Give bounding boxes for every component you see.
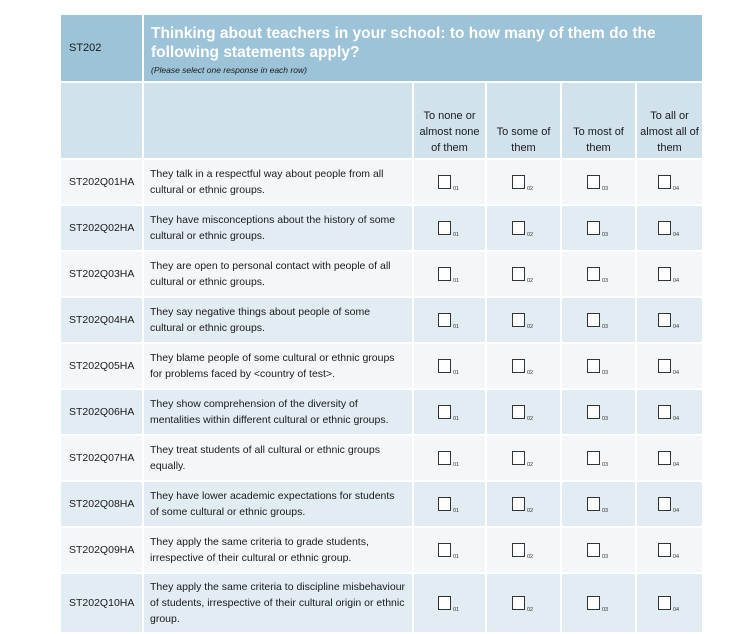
response-checkbox[interactable] [587, 175, 609, 192]
response-checkbox[interactable] [512, 405, 534, 422]
response-code: 01 [453, 415, 460, 422]
item-code: ST202Q03HA [61, 252, 144, 298]
response-checkbox[interactable] [438, 221, 460, 238]
response-cell-none [414, 528, 487, 574]
response-cell-all [637, 160, 702, 206]
response-code: 03 [602, 553, 609, 560]
response-cell-most [562, 298, 637, 344]
response-code: 04 [673, 277, 680, 284]
response-checkbox[interactable] [512, 175, 534, 192]
question-code: ST202 [61, 15, 144, 83]
response-checkbox[interactable] [587, 267, 609, 284]
column-header-blank-statement [144, 83, 414, 160]
item-statement: They say negative things about people of some cultural or ethnic groups. [144, 298, 414, 344]
response-checkbox[interactable] [658, 451, 680, 468]
response-cell-most [562, 390, 637, 436]
response-cell-most [562, 206, 637, 252]
response-cell-some [487, 574, 562, 634]
item-code: ST202Q08HA [61, 482, 144, 528]
response-checkbox[interactable] [438, 405, 460, 422]
response-cell-all [637, 206, 702, 252]
response-checkbox[interactable] [438, 543, 460, 560]
response-cell-most [562, 436, 637, 482]
item-statement: They treat students of all cultural or ethnic groups equally. [144, 436, 414, 482]
response-cell-none [414, 482, 487, 528]
response-checkbox[interactable] [658, 359, 680, 376]
response-code: 01 [453, 507, 460, 514]
response-checkbox[interactable] [438, 359, 460, 376]
response-code: 03 [602, 507, 609, 514]
response-code: 02 [527, 507, 534, 514]
response-code: 02 [527, 553, 534, 560]
item-code: ST202Q02HA [61, 206, 144, 252]
response-code: 04 [673, 323, 680, 330]
item-code: ST202Q05HA [61, 344, 144, 390]
column-header-none [414, 83, 487, 160]
response-code: 04 [673, 231, 680, 238]
response-code: 04 [673, 461, 680, 468]
item-statement: They have lower academic expectations for students of some cultural or ethnic groups. [144, 482, 414, 528]
response-cell-none [414, 252, 487, 298]
response-checkbox[interactable] [438, 175, 460, 192]
response-code: 01 [453, 185, 460, 192]
response-code: 03 [602, 369, 609, 376]
response-checkbox[interactable] [512, 267, 534, 284]
column-header-blank-code [61, 83, 144, 160]
response-cell-all [637, 344, 702, 390]
item-code: ST202Q07HA [61, 436, 144, 482]
response-code: 04 [673, 415, 680, 422]
response-cell-most [562, 344, 637, 390]
response-checkbox[interactable] [512, 313, 534, 330]
response-code: 04 [673, 369, 680, 376]
column-header-all [637, 83, 702, 160]
response-checkbox[interactable] [658, 175, 680, 192]
item-statement: They show comprehension of the diversity of mentalities within different cultural or ethnic groups. [144, 390, 414, 436]
question-instruction: (Please select one response in each row) [151, 64, 307, 75]
column-header-row [61, 83, 702, 160]
response-code: 04 [673, 553, 680, 560]
item-code: ST202Q10HA [61, 574, 144, 634]
response-checkbox[interactable] [512, 359, 534, 376]
response-checkbox[interactable] [658, 405, 680, 422]
response-code: 03 [602, 606, 609, 613]
response-code: 02 [527, 606, 534, 613]
response-cell-all [637, 528, 702, 574]
response-checkbox[interactable] [438, 497, 460, 514]
table-row [61, 344, 702, 390]
response-code: 02 [527, 461, 534, 468]
response-checkbox[interactable] [438, 596, 460, 613]
response-checkbox[interactable] [587, 596, 609, 613]
response-checkbox[interactable] [438, 313, 460, 330]
response-code: 04 [673, 507, 680, 514]
question-grid [61, 15, 702, 634]
response-cell-all [637, 574, 702, 634]
response-cell-most [562, 574, 637, 634]
response-code: 01 [453, 369, 460, 376]
response-cell-most [562, 160, 637, 206]
response-code: 02 [527, 185, 534, 192]
table-row [61, 528, 702, 574]
item-statement: They apply the same criteria to discipline misbehaviour of students, irrespective of their cultural origin or ethnic group. [144, 574, 414, 634]
response-code: 03 [602, 185, 609, 192]
table-row [61, 252, 702, 298]
response-cell-all [637, 298, 702, 344]
response-cell-some [487, 344, 562, 390]
response-code: 01 [453, 323, 460, 330]
response-cell-some [487, 252, 562, 298]
item-statement: They are open to personal contact with people of all cultural or ethnic groups. [144, 252, 414, 298]
response-code: 02 [527, 323, 534, 330]
question-title: Thinking about teachers in your school: to how many of them do the following statements apply? [151, 24, 656, 61]
response-checkbox[interactable] [587, 221, 609, 238]
response-cell-some [487, 390, 562, 436]
response-code: 01 [453, 277, 460, 284]
response-code: 01 [453, 606, 460, 613]
response-cell-all [637, 482, 702, 528]
response-cell-most [562, 252, 637, 298]
response-checkbox[interactable] [658, 497, 680, 514]
response-code: 03 [602, 415, 609, 422]
column-header-label: To some of them [496, 126, 551, 154]
response-code: 03 [602, 323, 609, 330]
response-checkbox[interactable] [438, 267, 460, 284]
response-checkbox[interactable] [587, 497, 609, 514]
response-checkbox[interactable] [512, 497, 534, 514]
table-row [61, 160, 702, 206]
response-checkbox[interactable] [658, 596, 680, 613]
response-code: 01 [453, 461, 460, 468]
response-cell-none [414, 436, 487, 482]
item-statement: They apply the same criteria to grade students, irrespective of their cultural or ethnic group. [144, 528, 414, 574]
item-code: ST202Q01HA [61, 160, 144, 206]
response-code: 03 [602, 277, 609, 284]
table-row [61, 482, 702, 528]
response-cell-none [414, 298, 487, 344]
response-cell-all [637, 390, 702, 436]
response-code: 01 [453, 553, 460, 560]
response-cell-none [414, 574, 487, 634]
response-code: 04 [673, 185, 680, 192]
response-cell-none [414, 390, 487, 436]
response-cell-all [637, 252, 702, 298]
response-cell-none [414, 206, 487, 252]
response-checkbox[interactable] [587, 451, 609, 468]
item-statement: They talk in a respectful way about people from all cultural or ethnic groups. [144, 160, 414, 206]
table-row [61, 574, 702, 634]
response-checkbox[interactable] [587, 359, 609, 376]
response-cell-none [414, 344, 487, 390]
questionnaire-panel [61, 15, 702, 634]
response-checkbox[interactable] [587, 543, 609, 560]
response-cell-some [487, 298, 562, 344]
response-cell-most [562, 528, 637, 574]
response-code: 04 [673, 606, 680, 613]
response-code: 02 [527, 415, 534, 422]
response-code: 03 [602, 461, 609, 468]
column-header-some [487, 83, 562, 160]
table-row [61, 390, 702, 436]
response-cell-some [487, 528, 562, 574]
response-checkbox[interactable] [438, 451, 460, 468]
item-code: ST202Q09HA [61, 528, 144, 574]
response-cell-none [414, 160, 487, 206]
table-row [61, 436, 702, 482]
table-row [61, 206, 702, 252]
response-checkbox[interactable] [658, 267, 680, 284]
item-statement: They have misconceptions about the history of some cultural or ethnic groups. [144, 206, 414, 252]
item-code: ST202Q04HA [61, 298, 144, 344]
question-header-row [61, 15, 702, 83]
item-code: ST202Q06HA [61, 390, 144, 436]
response-code: 01 [453, 231, 460, 238]
response-code: 02 [527, 369, 534, 376]
response-cell-all [637, 436, 702, 482]
column-header-label: To all or almost all of them [640, 110, 699, 154]
response-checkbox[interactable] [587, 313, 609, 330]
response-checkbox[interactable] [512, 221, 534, 238]
table-row [61, 298, 702, 344]
item-statement: They blame people of some cultural or ethnic groups for problems faced by <country of test>. [144, 344, 414, 390]
response-checkbox[interactable] [512, 543, 534, 560]
response-checkbox[interactable] [512, 451, 534, 468]
response-checkbox[interactable] [587, 405, 609, 422]
column-header-most [562, 83, 637, 160]
column-header-label: To none or almost none of them [419, 110, 480, 154]
response-cell-some [487, 436, 562, 482]
column-header-label: To most of them [573, 126, 624, 154]
response-cell-some [487, 160, 562, 206]
response-cell-some [487, 206, 562, 252]
response-code: 02 [527, 277, 534, 284]
response-checkbox[interactable] [658, 543, 680, 560]
response-cell-most [562, 482, 637, 528]
question-text-cell [144, 15, 702, 83]
response-checkbox[interactable] [658, 313, 680, 330]
response-code: 02 [527, 231, 534, 238]
response-code: 03 [602, 231, 609, 238]
response-checkbox[interactable] [512, 596, 534, 613]
response-cell-some [487, 482, 562, 528]
response-checkbox[interactable] [658, 221, 680, 238]
